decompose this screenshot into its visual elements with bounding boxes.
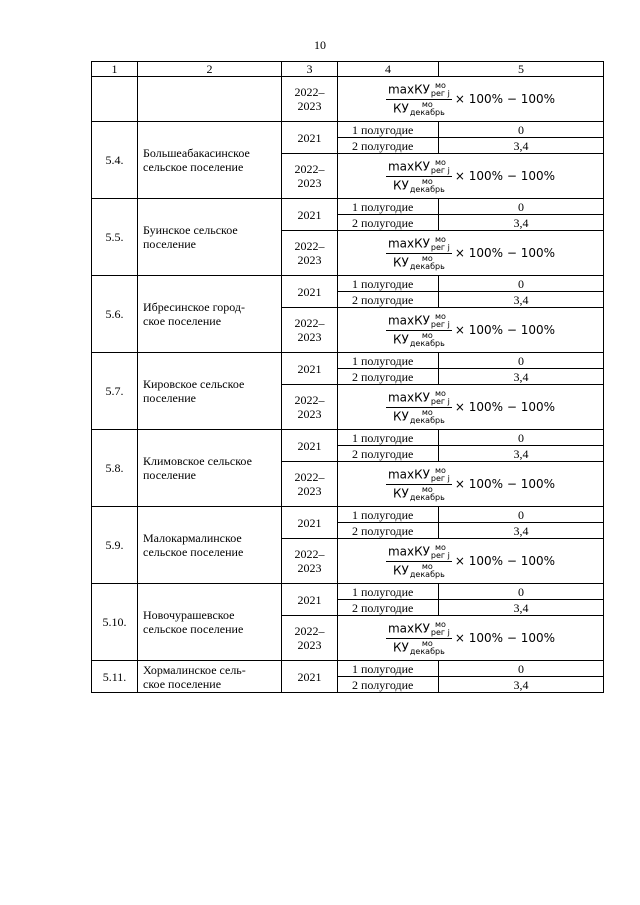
denominator-subscript: декабрь xyxy=(409,107,445,117)
settlement-name-line: сельское поселение xyxy=(143,545,244,559)
numerator-indices xyxy=(431,82,450,98)
numerator-main: maxКУ xyxy=(387,621,430,635)
settlement-name xyxy=(138,122,282,199)
period-cell xyxy=(282,385,338,430)
period-cell xyxy=(282,154,338,199)
half-year-label: 1 полугодие xyxy=(338,584,439,600)
fraction-denominator xyxy=(391,408,447,425)
half-year-label: 2 полугодие xyxy=(338,600,439,616)
period-cell xyxy=(282,77,338,122)
settlement-name-line: Кировское сельское xyxy=(143,377,245,391)
period-cell xyxy=(282,616,338,661)
year-range-end: 2023 xyxy=(297,561,322,575)
period-cell xyxy=(282,462,338,507)
denominator-indices xyxy=(410,255,445,271)
formula-cell xyxy=(338,462,604,507)
half-year-label: 1 полугодие xyxy=(338,199,439,215)
table-row xyxy=(92,122,604,138)
row-number: 5.8. xyxy=(92,430,138,507)
formula-tail: × 100% − 100% xyxy=(454,323,556,337)
denominator-main: КУ xyxy=(393,486,409,500)
half-year-label: 1 полугодие xyxy=(338,430,439,446)
denominator-superscript: мо xyxy=(421,253,433,263)
settlement-name xyxy=(138,430,282,507)
numerator-superscript: мо xyxy=(434,388,446,398)
numerator-superscript: мо xyxy=(434,465,446,475)
formula-cell xyxy=(338,154,604,199)
value-cell: 0 xyxy=(439,122,604,138)
value-cell: 3,4 xyxy=(439,292,604,308)
year-cell: 2021 xyxy=(282,353,338,385)
fraction-numerator xyxy=(386,467,452,485)
formula xyxy=(386,313,555,348)
fraction xyxy=(386,236,452,271)
numerator-main: maxКУ xyxy=(387,236,430,250)
table-row xyxy=(92,584,604,600)
column-header-1: 1 xyxy=(92,62,138,77)
numerator-indices xyxy=(431,159,450,175)
formula-cell xyxy=(338,231,604,276)
row-number: 5.11. xyxy=(92,661,138,693)
numerator-superscript: мо xyxy=(434,542,446,552)
row-number: 5.6. xyxy=(92,276,138,353)
denominator-subscript: декабрь xyxy=(409,184,445,194)
formula-cell xyxy=(338,539,604,584)
year-range-end: 2023 xyxy=(297,407,322,421)
denominator-indices xyxy=(410,409,445,425)
denominator-indices xyxy=(410,332,445,348)
formula-cell xyxy=(338,308,604,353)
year-cell: 2021 xyxy=(282,199,338,231)
fraction-denominator xyxy=(391,331,447,348)
year-range-end: 2023 xyxy=(297,176,322,190)
formula xyxy=(386,467,555,502)
table-row xyxy=(92,430,604,446)
numerator-subscript: рег j xyxy=(430,396,450,406)
settlement-name-line: Новочурашевское xyxy=(143,608,235,622)
half-year-label: 2 полугодие xyxy=(338,523,439,539)
page-number: 10 xyxy=(314,38,326,52)
numerator-subscript: рег j xyxy=(430,242,450,252)
formula-tail: × 100% − 100% xyxy=(454,246,556,260)
period-cell xyxy=(282,231,338,276)
year-range-end: 2023 xyxy=(297,484,322,498)
settlement-name xyxy=(138,276,282,353)
value-cell: 0 xyxy=(439,276,604,292)
year-range-start: 2022– xyxy=(294,547,325,561)
numerator-main: maxКУ xyxy=(387,82,430,96)
formula xyxy=(386,236,555,271)
table-row xyxy=(92,507,604,523)
denominator-main: КУ xyxy=(393,255,409,269)
denominator-subscript: декабрь xyxy=(409,415,445,425)
settlement-name-line: поселение xyxy=(143,237,197,251)
settlement-name-line: ское поселение xyxy=(143,314,222,328)
year-range-start: 2022– xyxy=(294,393,325,407)
fraction-denominator xyxy=(391,254,447,271)
numerator-main: maxКУ xyxy=(387,390,430,404)
settlement-name-line: сельское поселение xyxy=(143,622,244,636)
denominator-subscript: декабрь xyxy=(409,569,445,579)
settlement-name-line: Климовское сельское xyxy=(143,454,252,468)
numerator-subscript: рег j xyxy=(430,165,450,175)
formula-tail: × 100% − 100% xyxy=(454,477,556,491)
value-cell: 3,4 xyxy=(439,523,604,539)
denominator-superscript: мо xyxy=(421,561,433,571)
numerator-main: maxКУ xyxy=(387,159,430,173)
numerator-indices xyxy=(431,544,450,560)
column-header-3: 3 xyxy=(282,62,338,77)
year-cell: 2021 xyxy=(282,507,338,539)
table-row xyxy=(92,199,604,215)
numerator-superscript: мо xyxy=(434,311,446,321)
numerator-main: maxКУ xyxy=(387,544,430,558)
formula-tail: × 100% − 100% xyxy=(454,554,556,568)
value-cell: 3,4 xyxy=(439,215,604,231)
value-cell: 3,4 xyxy=(439,446,604,462)
fraction xyxy=(386,82,452,117)
fraction-numerator xyxy=(386,313,452,331)
denominator-main: КУ xyxy=(393,332,409,346)
half-year-label: 2 полугодие xyxy=(338,677,439,693)
value-cell: 3,4 xyxy=(439,677,604,693)
fraction xyxy=(386,467,452,502)
denominator-subscript: декабрь xyxy=(409,261,445,271)
numerator-superscript: мо xyxy=(434,80,446,90)
fraction-numerator xyxy=(386,236,452,254)
denominator-superscript: мо xyxy=(421,330,433,340)
denominator-indices xyxy=(410,563,445,579)
half-year-label: 1 полугодие xyxy=(338,507,439,523)
table-row xyxy=(92,353,604,369)
fraction-denominator xyxy=(391,639,447,656)
numerator-superscript: мо xyxy=(434,234,446,244)
continuation-row xyxy=(92,77,604,122)
formula-tail: × 100% − 100% xyxy=(454,92,556,106)
settlement-name xyxy=(138,507,282,584)
settlement-name-line: сельское поселение xyxy=(143,160,244,174)
denominator-main: КУ xyxy=(393,409,409,423)
value-cell: 0 xyxy=(439,199,604,215)
settlement-name xyxy=(138,661,282,693)
half-year-label: 2 полугодие xyxy=(338,292,439,308)
denominator-indices xyxy=(410,101,445,117)
empty-cell xyxy=(138,77,282,122)
denominator-subscript: декабрь xyxy=(409,492,445,502)
formula-cell xyxy=(338,385,604,430)
half-year-label: 2 полугодие xyxy=(338,138,439,154)
year-cell: 2021 xyxy=(282,276,338,308)
half-year-label: 1 полугодие xyxy=(338,276,439,292)
column-header-4: 4 xyxy=(338,62,439,77)
fraction-numerator xyxy=(386,621,452,639)
value-cell: 0 xyxy=(439,507,604,523)
column-header-2: 2 xyxy=(138,62,282,77)
denominator-subscript: декабрь xyxy=(409,646,445,656)
fraction xyxy=(386,621,452,656)
formula xyxy=(386,159,555,194)
value-cell: 0 xyxy=(439,430,604,446)
fraction xyxy=(386,313,452,348)
fraction xyxy=(386,390,452,425)
denominator-superscript: мо xyxy=(421,176,433,186)
denominator-main: КУ xyxy=(393,178,409,192)
settlement-name-line: Хормалинское сель- xyxy=(143,662,246,677)
year-range-end: 2023 xyxy=(297,330,322,344)
row-number: 5.7. xyxy=(92,353,138,430)
half-year-label: 1 полугодие xyxy=(338,122,439,138)
numerator-indices xyxy=(431,236,450,252)
numerator-main: maxКУ xyxy=(387,313,430,327)
formula-cell xyxy=(338,616,604,661)
numerator-subscript: рег j xyxy=(430,88,450,98)
half-year-label: 2 полугодие xyxy=(338,369,439,385)
year-range-start: 2022– xyxy=(294,239,325,253)
value-cell: 3,4 xyxy=(439,369,604,385)
numerator-subscript: рег j xyxy=(430,473,450,483)
table-header-row xyxy=(92,62,604,77)
formula-cell xyxy=(338,77,604,122)
denominator-main: КУ xyxy=(393,563,409,577)
denominator-main: КУ xyxy=(393,640,409,654)
year-range-start: 2022– xyxy=(294,470,325,484)
numerator-subscript: рег j xyxy=(430,319,450,329)
half-year-label: 1 полугодие xyxy=(338,661,439,677)
year-range-end: 2023 xyxy=(297,638,322,652)
fraction xyxy=(386,544,452,579)
denominator-superscript: мо xyxy=(421,99,433,109)
denominator-main: КУ xyxy=(393,101,409,115)
fraction-numerator xyxy=(386,82,452,100)
value-cell: 0 xyxy=(439,584,604,600)
year-range-end: 2023 xyxy=(297,253,322,267)
fraction-denominator xyxy=(391,177,447,194)
formula xyxy=(386,390,555,425)
year-cell: 2021 xyxy=(282,430,338,462)
year-cell: 2021 xyxy=(282,661,338,693)
denominator-indices xyxy=(410,486,445,502)
numerator-indices xyxy=(431,390,450,406)
numerator-subscript: рег j xyxy=(430,627,450,637)
fraction-numerator xyxy=(386,544,452,562)
formula xyxy=(386,544,555,579)
settlement-name xyxy=(138,584,282,661)
fraction-numerator xyxy=(386,159,452,177)
year-cell: 2021 xyxy=(282,122,338,154)
year-range-start: 2022– xyxy=(294,316,325,330)
table-row xyxy=(92,661,604,677)
formula-tail: × 100% − 100% xyxy=(454,631,556,645)
half-year-label: 2 полугодие xyxy=(338,446,439,462)
fraction-denominator xyxy=(391,100,447,117)
fraction-denominator xyxy=(391,562,447,579)
half-year-label: 1 полугодие xyxy=(338,353,439,369)
row-number: 5.9. xyxy=(92,507,138,584)
settlement-name xyxy=(138,353,282,430)
half-year-label: 2 полугодие xyxy=(338,215,439,231)
row-number: 5.10. xyxy=(92,584,138,661)
denominator-indices xyxy=(410,178,445,194)
year-range-start: 2022– xyxy=(294,162,325,176)
denominator-superscript: мо xyxy=(421,638,433,648)
settlement-name-line: поселение xyxy=(143,391,197,405)
denominator-subscript: декабрь xyxy=(409,338,445,348)
year-cell: 2021 xyxy=(282,584,338,616)
settlement-name-line: Большеабакасинское xyxy=(143,146,250,160)
formula-tail: × 100% − 100% xyxy=(454,400,556,414)
denominator-indices xyxy=(410,640,445,656)
year-range-start: 2022– xyxy=(294,85,325,99)
settlement-name-line: Ибресинское город- xyxy=(143,300,245,314)
column-header-5: 5 xyxy=(439,62,604,77)
value-cell: 0 xyxy=(439,661,604,677)
settlement-name xyxy=(138,199,282,276)
year-range-end: 2023 xyxy=(297,99,322,113)
numerator-superscript: мо xyxy=(434,619,446,629)
tariff-table xyxy=(91,61,604,693)
numerator-indices xyxy=(431,621,450,637)
fraction-numerator xyxy=(386,390,452,408)
value-cell: 0 xyxy=(439,353,604,369)
numerator-indices xyxy=(431,467,450,483)
settlement-name-line: ское поселение xyxy=(143,676,222,691)
table-row xyxy=(92,276,604,292)
period-cell xyxy=(282,539,338,584)
denominator-superscript: мо xyxy=(421,407,433,417)
numerator-indices xyxy=(431,313,450,329)
settlement-name-line: Буинское сельское xyxy=(143,223,238,237)
year-range-start: 2022– xyxy=(294,624,325,638)
value-cell: 3,4 xyxy=(439,138,604,154)
empty-cell xyxy=(92,77,138,122)
formula xyxy=(386,621,555,656)
numerator-subscript: рег j xyxy=(430,550,450,560)
row-number: 5.5. xyxy=(92,199,138,276)
formula-tail: × 100% − 100% xyxy=(454,169,556,183)
settlement-name-line: Малокармалинское xyxy=(143,531,242,545)
formula xyxy=(386,82,555,117)
fraction xyxy=(386,159,452,194)
numerator-main: maxКУ xyxy=(387,467,430,481)
value-cell: 3,4 xyxy=(439,600,604,616)
row-number: 5.4. xyxy=(92,122,138,199)
period-cell xyxy=(282,308,338,353)
numerator-superscript: мо xyxy=(434,157,446,167)
denominator-superscript: мо xyxy=(421,484,433,494)
fraction-denominator xyxy=(391,485,447,502)
settlement-name-line: поселение xyxy=(143,468,197,482)
